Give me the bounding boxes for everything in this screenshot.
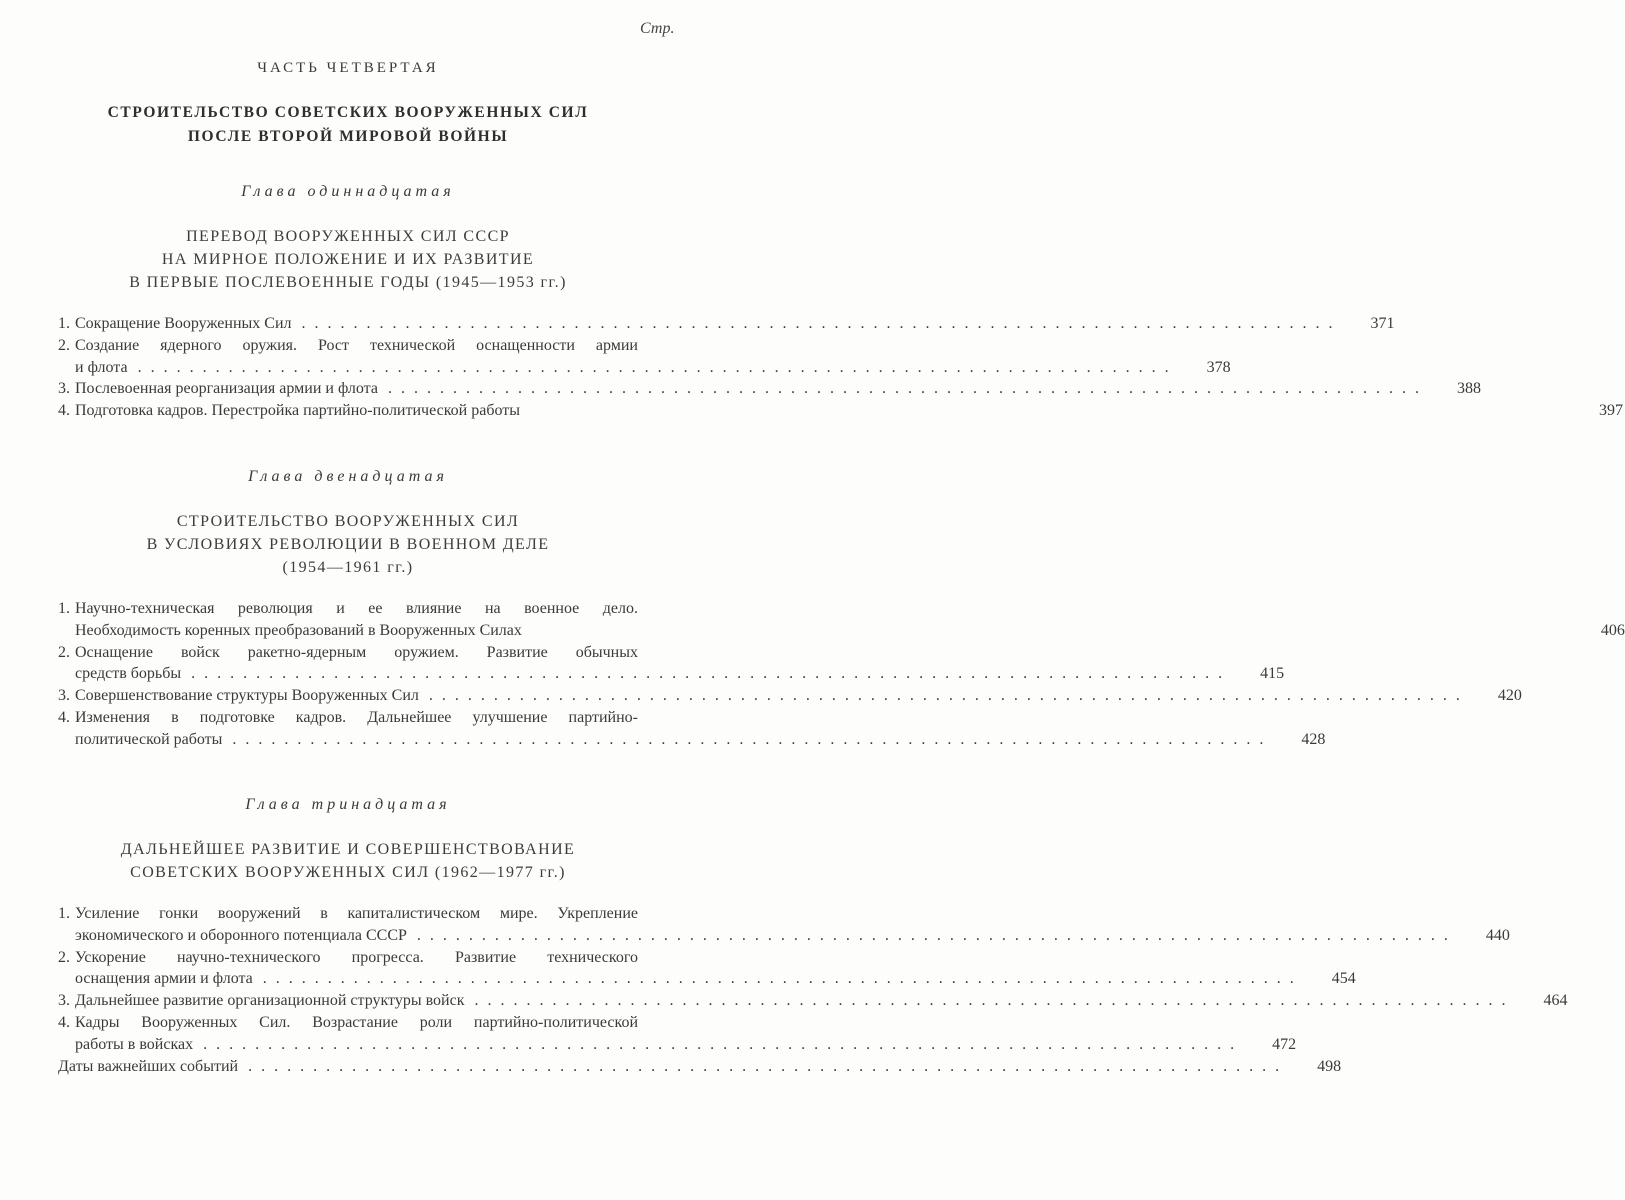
chapter-title (58, 225, 638, 294)
entry-page-number: 371 (1370, 315, 1395, 332)
entry-page-number: 454 (1331, 970, 1356, 988)
dot-leader: ................................................................................ (262, 970, 1303, 988)
toc-entries (58, 313, 1623, 422)
toc-entry[interactable] (58, 335, 1231, 379)
entry-last-line (58, 1056, 1342, 1078)
toc-entry[interactable] (58, 707, 1326, 751)
entry-last-line (75, 968, 1356, 990)
entry-title-line: Ускорение научно-технического прогресса. Развитие технического (75, 948, 638, 966)
dot-leader: ................................................................................ (232, 730, 1273, 748)
part-title (58, 101, 638, 149)
entry-last-line (75, 990, 1568, 1012)
dot-leader: ................................................................................ (301, 315, 1342, 332)
chapter-title (58, 838, 638, 884)
toc-entries (58, 598, 1625, 751)
entry-last-line (75, 685, 1522, 707)
dot-leader: ................................................................................ (474, 992, 1515, 1010)
entry-title-line: и флота (75, 358, 128, 376)
chapter-title (58, 510, 638, 579)
entry-last-line (75, 925, 1510, 947)
entry-title-line: Кадры Вооруженных Сил. Возрастание роли партийно-политической (75, 1013, 638, 1031)
entry-number: 1. (58, 905, 70, 922)
entry-page-number: 464 (1543, 992, 1568, 1010)
entry-number: 4. (58, 402, 70, 420)
toc-entry[interactable] (58, 400, 1623, 422)
toc-entry[interactable] (58, 378, 1481, 400)
chapter-title-line: НА МИРНОЕ ПОЛОЖЕНИЕ И ИХ РАЗВИТИЕ (161, 251, 535, 268)
entry-title-line: работы в войсках (75, 1035, 194, 1053)
entry-title-line: средств борьбы (75, 665, 182, 683)
entry-title-line: оснащения армии и флота (75, 970, 253, 988)
entry-title-line: Послевоенная реорганизация армии и флота (75, 380, 378, 398)
dot-leader: ................................................................................ (248, 1057, 1289, 1075)
entry-last-line (75, 663, 1285, 685)
entry-number: 2. (58, 643, 70, 661)
entry-title-line: Усиление гонки вооружений в капиталистическом мире. Укрепление (75, 905, 638, 922)
chapter-title-line: В ПЕРВЫЕ ПОСЛЕВОЕННЫЕ ГОДЫ (1945—1953 гг.) (129, 274, 567, 291)
dot-leader: ................................................................................ (428, 687, 1469, 705)
entry-last-line (75, 313, 1395, 335)
part-title-line: ПОСЛЕ ВТОРОЙ МИРОВОЙ ВОЙНЫ (187, 128, 509, 145)
chapter-label: Глава одиннадцатая (241, 183, 455, 200)
part-title-line: СТРОИТЕЛЬСТВО СОВЕТСКИХ ВООРУЖЕННЫХ СИЛ (107, 104, 589, 121)
entry-number: 1. (58, 600, 70, 617)
toc-entry[interactable] (58, 642, 1285, 686)
entry-title-line: Изменения в подготовке кадров. Дальнейшее улучшение партийно- (75, 708, 638, 726)
chapter-title-line: ПЕРЕВОД ВООРУЖЕННЫХ СИЛ СССР (186, 228, 510, 245)
toc-entry[interactable] (58, 947, 1356, 991)
entry-title-line: Оснащение войск ракетно-ядерным оружием. Развитие обычных (75, 643, 638, 661)
entry-last-line (75, 620, 1625, 642)
toc-entry[interactable] (58, 313, 1395, 335)
dot-leader: ................................................................................ (387, 380, 1428, 398)
toc-entry[interactable] (58, 903, 1510, 947)
entry-page-number: 428 (1301, 730, 1326, 748)
entry-number: 2. (58, 948, 70, 966)
part-heading (58, 57, 683, 149)
chapter-label: Глава двенадцатая (248, 468, 448, 485)
part-label: ЧАСТЬ ЧЕТВЕРТАЯ (257, 60, 439, 76)
entry-page-number: 415 (1260, 665, 1285, 683)
entry-last-line (75, 1034, 1297, 1056)
entry-page-number: 472 (1272, 1035, 1297, 1053)
entry-last-line (75, 378, 1481, 400)
chapter-title-line: СТРОИТЕЛЬСТВО ВООРУЖЕННЫХ СИЛ (176, 513, 520, 530)
entry-page-number: 420 (1497, 687, 1522, 705)
entry-page-number: 406 (1600, 621, 1625, 639)
dot-leader: ................................................................................ (416, 926, 1457, 944)
dot-leader: ................................................................................ (203, 1035, 1244, 1053)
entry-title-line: Сокращение Вооруженных Сил (75, 315, 292, 332)
entry-title-line: экономического и оборонного потенциала СССР (75, 926, 407, 944)
dot-leader: ................................................................................ (191, 665, 1232, 683)
toc-entry[interactable] (58, 1056, 1342, 1078)
entry-title-line: Необходимость коренных преобразований в Вооруженных Силах (75, 621, 522, 639)
entry-title-line: Научно-техническая революция и ее влияние на военное дело. (75, 600, 638, 617)
entry-number: 3. (58, 992, 70, 1010)
chapter-label: Глава тринадцатая (245, 796, 451, 813)
chapter-title-line: (1954—1961 гг.) (282, 559, 414, 576)
entry-page-number: 397 (1598, 402, 1623, 420)
entry-last-line (75, 357, 1231, 379)
toc-entry[interactable] (58, 990, 1568, 1012)
entry-page-number: 388 (1456, 380, 1481, 398)
entry-title-line: Создание ядерного оружия. Рост технической оснащенности армии (75, 336, 638, 354)
chapter-title-line: СОВЕТСКИХ ВООРУЖЕННЫХ СИЛ (1962—1977 гг.) (130, 864, 566, 881)
dot-leader: ................................................................................ (137, 358, 1178, 376)
entry-number: 1. (58, 315, 70, 332)
toc-entry[interactable] (58, 1012, 1297, 1056)
entry-page-number: 378 (1206, 358, 1231, 376)
entry-title-line: Подготовка кадров. Перестройка партийно-политической работы (75, 402, 520, 420)
entry-title-line: Дальнейшее развитие организационной структуры войск (75, 992, 465, 1010)
toc-entry[interactable] (58, 685, 1522, 707)
entry-number: 4. (58, 708, 70, 726)
entry-number: 3. (58, 687, 70, 705)
chapter-title-line: В УСЛОВИЯХ РЕВОЛЮЦИИ В ВОЕННОМ ДЕЛЕ (146, 536, 550, 553)
entry-title-line: Совершенствование структуры Вооруженных Сил (75, 687, 419, 705)
entry-page-number: 440 (1485, 926, 1510, 944)
toc-entry[interactable] (58, 598, 1625, 642)
page-column-header: Стр. (640, 20, 675, 37)
entry-number: 4. (58, 1013, 70, 1031)
entry-title-line: политической работы (75, 730, 223, 748)
chapter-13 (58, 794, 1568, 1077)
entry-number: 3. (58, 380, 70, 398)
chapter-11 (58, 181, 1623, 422)
entry-page-number: 498 (1317, 1057, 1342, 1075)
entry-title-line: Даты важнейших событий (58, 1057, 239, 1075)
entry-number: 2. (58, 336, 70, 354)
chapter-title-line: ДАЛЬНЕЙШЕЕ РАЗВИТИЕ И СОВЕРШЕНСТВОВАНИЕ (120, 841, 576, 858)
entry-last-line (75, 729, 1326, 751)
toc-entries (58, 903, 1568, 1077)
chapter-12 (58, 466, 1625, 751)
entry-last-line (75, 400, 1623, 422)
